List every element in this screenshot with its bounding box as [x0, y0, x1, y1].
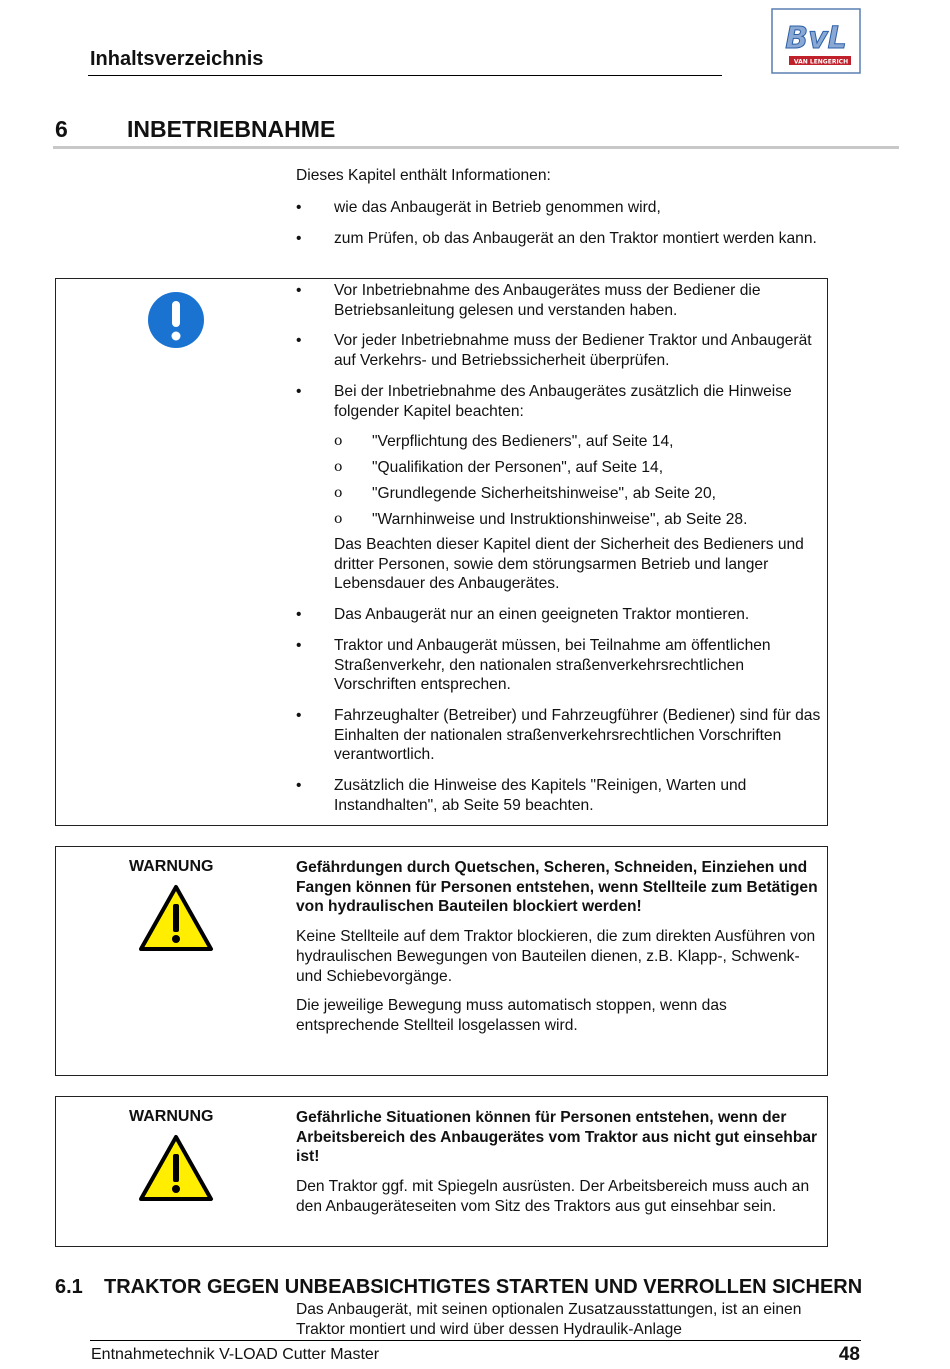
logo-text: BvL: [785, 21, 847, 56]
section-heading: [55, 1276, 935, 1299]
warning-triangle-icon: [138, 884, 214, 952]
warning-heading: Gefährdungen durch Quetschen, Scheren, Schneiden, Einziehen und Fangen können für Personen entstehen, wenn Stellteile zum Betätigen von hydraulischen Bauteilen blockiert werden!: [296, 859, 818, 916]
logo-subtext: VAN LENGERICH: [793, 58, 849, 66]
warning-heading: Gefährliche Situationen können für Personen entstehen, wenn der Arbeitsbereich des Anbaugerätes vom Traktor aus nicht gut einsehbar ist!: [296, 1109, 818, 1166]
chapter-heading: [55, 116, 900, 143]
warning-label: WARNUNG: [129, 1108, 214, 1125]
important-exclamation-icon: [147, 291, 205, 349]
warning-triangle-icon: [138, 1134, 214, 1202]
running-header-title: Inhaltsverzeichnis: [90, 48, 264, 70]
intro-text: Dieses Kapitel enthält Informationen:: [296, 167, 551, 184]
warning-label: WARNUNG: [129, 858, 214, 875]
warning-paragraph: Die jeweilige Bewegung muss automatisch stoppen, wenn das entsprechende Stellteil losgelassen wird.: [296, 997, 727, 1034]
section-text: Das Anbaugerät, mit seinen optionalen Zusatzausstattungen, ist an einen Traktor montiert und wird über dessen Hydraulik-Anlage: [296, 1301, 802, 1338]
company-logo: [771, 8, 861, 74]
section-number: 6.1: [55, 1276, 83, 1298]
chapter-number: 6: [55, 116, 68, 142]
section-title: TRAKTOR GEGEN UNBEABSICHTIGTES STARTEN UND VERROLLEN SICHERN: [104, 1276, 863, 1298]
warning-paragraph: Keine Stellteile auf dem Traktor blockieren, die zum direkten Ausführen von hydraulischen Bewegungen von Bauteilen dienen, z.B. Klapp-, Schwenk- und Schiebevorgänge.: [296, 928, 816, 985]
chapter-title: INBETRIEBNAHME: [127, 116, 336, 142]
page-number: 48: [838, 1344, 860, 1365]
footer-rule: [90, 1340, 861, 1341]
header-rule: [88, 75, 722, 76]
footer-product-name: Entnahmetechnik V-LOAD Cutter Master: [91, 1346, 380, 1363]
warning-text: [296, 1108, 824, 1217]
notice-sub-note: Das Beachten dieser Kapitel dient der Sicherheit des Bedieners und dritter Personen, sowie dem störungsarmen Betrieb und langer Lebensdauer des Anbaugerätes.: [334, 536, 804, 593]
warning-paragraph: Den Traktor ggf. mit Spiegeln ausrüsten. Der Arbeitsbereich muss auch an den Anbaugeräteseiten vom Sitz des Traktors aus gut einsehbar sein.: [296, 1178, 810, 1215]
warning-text: [296, 858, 824, 1036]
chapter-rule: [53, 146, 899, 149]
